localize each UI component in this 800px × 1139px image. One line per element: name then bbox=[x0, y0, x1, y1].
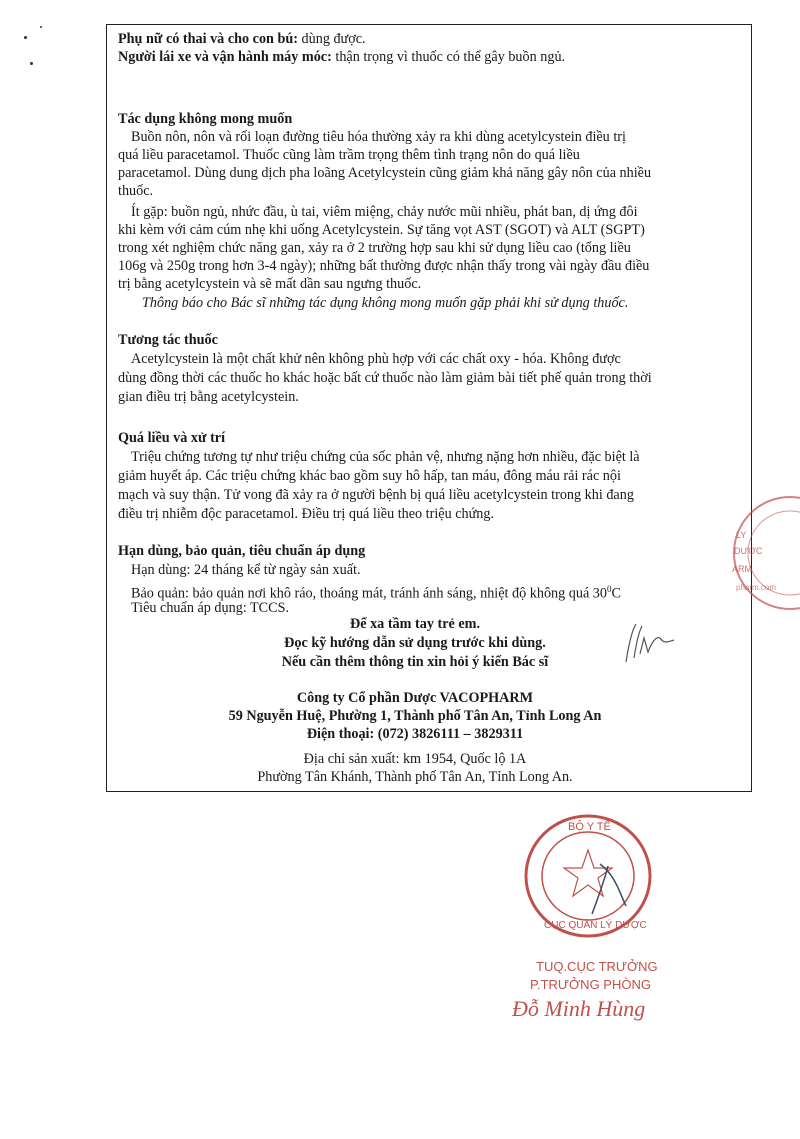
svg-text:pharm.com: pharm.com bbox=[736, 583, 777, 592]
company-phone: Điện thoại: (072) 3826111 – 3829311 bbox=[306, 726, 524, 742]
expiry-text: Hạn dùng: 24 tháng kể từ ngày sản xuất. bbox=[131, 562, 361, 578]
drivers-text: thận trọng vì thuốc có thể gây buồn ngủ. bbox=[331, 49, 566, 65]
scan-speck bbox=[24, 36, 27, 39]
company-address: 59 Nguyễn Huệ, Phường 1, Thành phố Tân An, Tỉnh Long An bbox=[228, 708, 602, 724]
side-effects-line: khi kèm với cảm cúm nhẹ khi uống Acetylcystein. Sự tăng vọt AST (SGOT) và ALT (SGPT) bbox=[118, 222, 645, 238]
factory-address-2: Phường Tân Khánh, Thành phố Tân An, Tỉnh Long An. bbox=[257, 769, 573, 785]
pregnancy-line bbox=[118, 30, 366, 48]
pregnancy-label: Phụ nữ có thai và cho con bú: bbox=[118, 31, 298, 47]
svg-text:CỤC QUẢN LÝ DƯỢC: CỤC QUẢN LÝ DƯỢC bbox=[544, 920, 647, 931]
official-stamp bbox=[508, 806, 668, 946]
drivers-label: Người lái xe và vận hành máy móc: bbox=[118, 49, 332, 65]
approver-name: Đỗ Minh Hùng bbox=[512, 996, 646, 1021]
side-effects-notice: Thông báo cho Bác sĩ những tác dụng không mong muốn gặp phải khi sử dụng thuốc. bbox=[142, 295, 629, 311]
signature-mark bbox=[618, 618, 678, 668]
interactions-line: Acetylcystein là một chất khử nên không phù hợp với các chất oxy - hóa. Không được bbox=[131, 351, 621, 367]
approval-title-1: TUQ.CỤC TRƯỞNG bbox=[536, 959, 658, 974]
storage-text: Bảo quản: bảo quản nơi khô ráo, thoáng mát, tránh ánh sáng, nhiệt độ không quá 30 bbox=[131, 585, 607, 602]
storage-heading: Hạn dùng, bảo quản, tiêu chuẩn áp dụng bbox=[118, 543, 366, 559]
side-effects-line: Buồn nôn, nôn và rối loạn đường tiêu hóa thường xảy ra khi dùng acetylcystein điều trị bbox=[131, 129, 626, 145]
overdose-line: điều trị nhiễm độc paracetamol. Điều trị quá liều theo triệu chứng. bbox=[118, 506, 495, 522]
warning-ask-doctor: Nếu cần thêm thông tin xin hỏi ý kiến Bác sĩ bbox=[281, 654, 549, 670]
scan-speck bbox=[30, 62, 33, 65]
pregnancy-text: dùng được. bbox=[297, 31, 366, 47]
drivers-line bbox=[118, 48, 565, 66]
standard-text: Tiêu chuẩn áp dụng: TCCS. bbox=[131, 600, 290, 616]
side-effects-heading: Tác dụng không mong muốn bbox=[118, 111, 293, 127]
svg-text:BỘ Y TẾ: BỘ Y TẾ bbox=[568, 821, 611, 833]
interactions-line: dùng đồng thời các thuốc ho khác hoặc bất cứ thuốc nào làm giảm bài tiết phế quản trong thời bbox=[118, 370, 652, 386]
interactions-line: gian điều trị bằng acetylcystein. bbox=[118, 389, 299, 405]
svg-text:ARM: ARM bbox=[732, 564, 752, 574]
side-effects-line: trị bằng acetylcystein và sẽ mất dần sau ngưng thuốc. bbox=[118, 276, 422, 292]
side-effects-line: trong xét nghiệm chức năng gan, xảy ra ở 2 trường hợp sau khi sử dụng liều cao (tổng liều bbox=[118, 240, 631, 256]
warning-read-instructions: Đọc kỹ hướng dẫn sử dụng trước khi dùng. bbox=[284, 635, 546, 651]
side-effects-line: Ít gặp: buồn ngủ, nhức đầu, ù tai, viêm miệng, chảy nước mũi nhiều, phát ban, dị ứng đôi bbox=[131, 204, 638, 220]
svg-text:LY: LY bbox=[736, 530, 747, 540]
storage-unit: C bbox=[611, 585, 621, 602]
overdose-line: mạch và suy thận. Tử vong đã xảy ra ở người bệnh bị quá liều acetylcystein trong khi đang bbox=[118, 487, 634, 503]
approval-title-2: P.TRƯỞNG PHÒNG bbox=[530, 977, 651, 992]
scan-speck bbox=[40, 26, 42, 28]
side-effects-line: quá liều paracetamol. Thuốc cũng làm trầm trọng thêm tình trạng nôn do quá liều bbox=[118, 147, 580, 163]
side-effects-line: paracetamol. Dùng dung dịch pha loãng Acetylcystein cũng giảm khả năng gây nôn của nhiều bbox=[118, 165, 652, 181]
company-name: Công ty Cổ phần Dược VACOPHARM bbox=[296, 690, 534, 706]
overdose-heading: Quá liều và xử trí bbox=[118, 430, 226, 446]
storage-degree: 0 bbox=[607, 584, 612, 594]
factory-address-1: Địa chỉ sản xuất: km 1954, Quốc lộ 1A bbox=[303, 751, 527, 767]
warning-keep-away: Để xa tầm tay trẻ em. bbox=[350, 616, 480, 632]
svg-text:DƯỢC: DƯỢC bbox=[734, 546, 763, 556]
interactions-heading: Tương tác thuốc bbox=[118, 332, 218, 348]
overdose-line: giảm huyết áp. Các triệu chứng khác bao gồm suy hô hấp, tan máu, đông máu rải rác nội bbox=[118, 468, 621, 484]
side-effects-line: thuốc. bbox=[118, 183, 154, 199]
side-stamp bbox=[720, 488, 800, 618]
overdose-line: Triệu chứng tương tự như triệu chứng của sốc phản vệ, nhưng nặng hơn nhiều, đặc biệt là bbox=[131, 449, 640, 465]
side-effects-line: 106g và 250g trong hơn 3-4 ngày); những bất thường được nhận thấy trong vài ngày đầu điều bbox=[118, 258, 650, 274]
